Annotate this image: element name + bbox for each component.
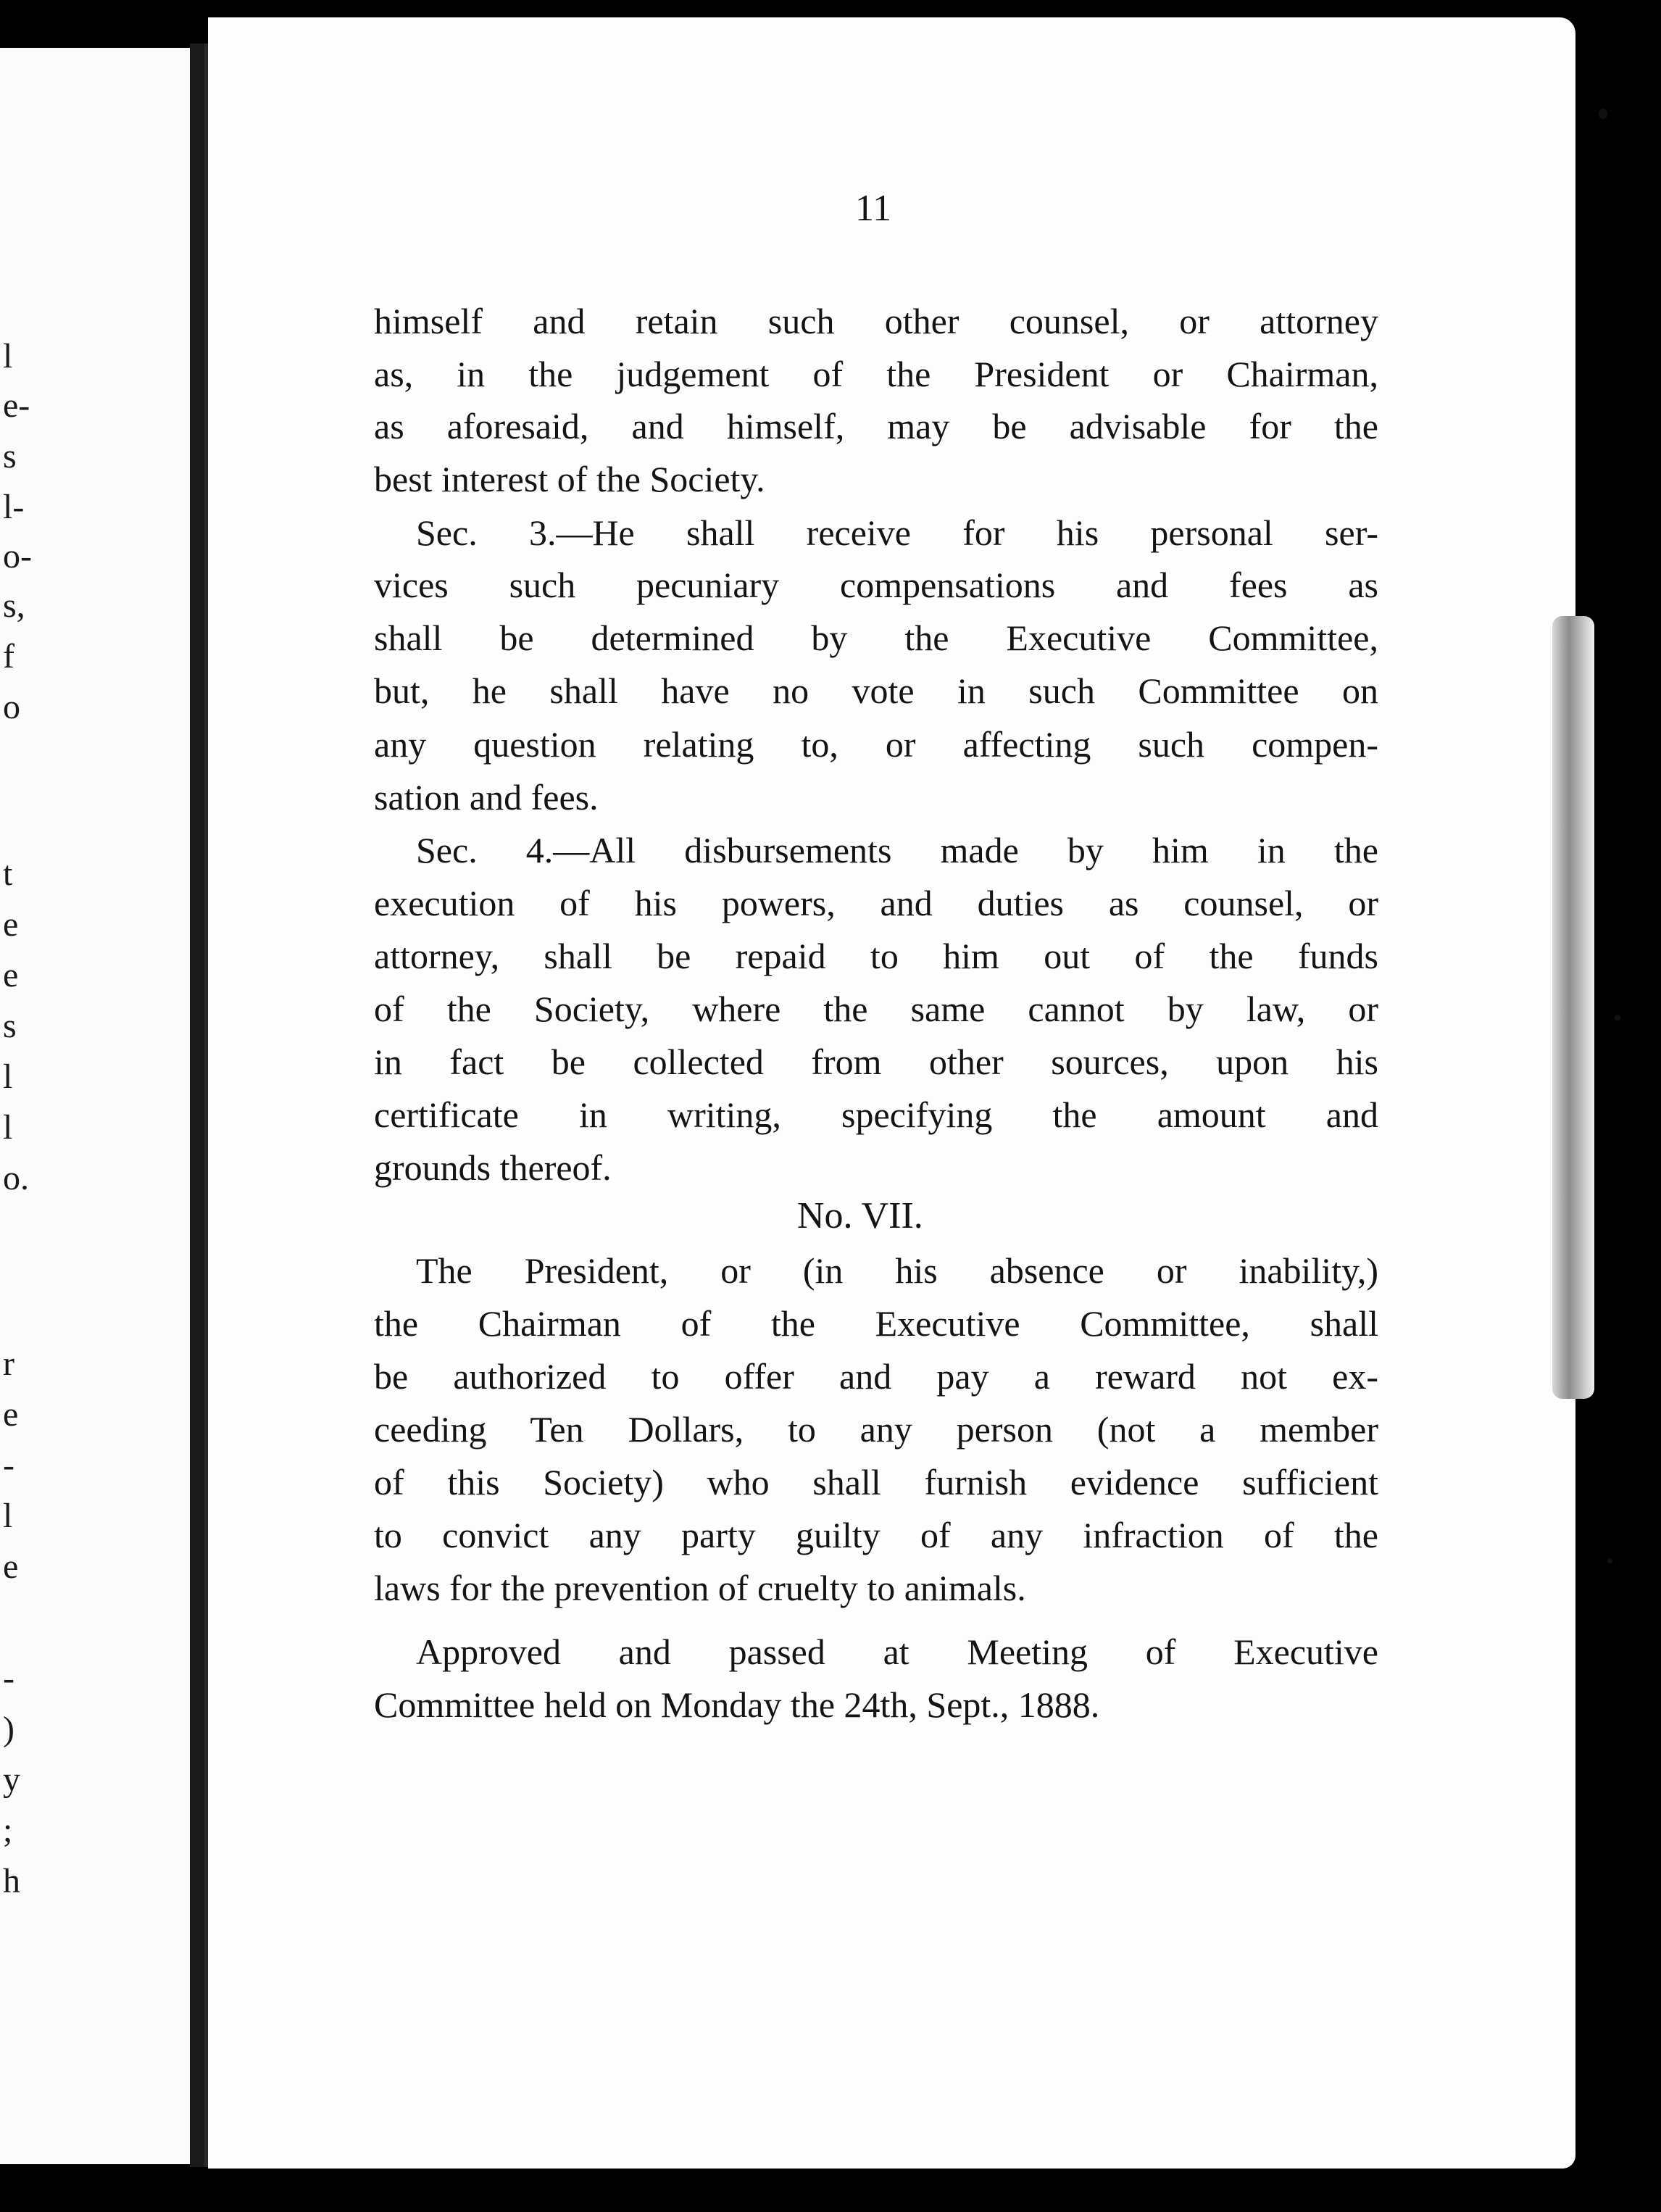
- margin-fragment: s: [3, 437, 17, 475]
- body-text-line: of this Society) who shall furnish evidence sufficient: [374, 1462, 1378, 1502]
- margin-fragment: y: [3, 1760, 20, 1799]
- approval-text-line: Approved and passed at Meeting of Executive: [416, 1631, 1378, 1672]
- page-number: 11: [855, 188, 892, 229]
- body-text-line: laws for the prevention of cruelty to animals.: [374, 1568, 1026, 1608]
- body-text-line: sation and fees.: [374, 777, 599, 818]
- body-text-line: but, he shall have no vote in such Committee on: [374, 670, 1378, 711]
- page-edge-shadow: [1552, 616, 1594, 1399]
- body-text-line: certificate in writing, specifying the amount and: [374, 1094, 1378, 1135]
- scan-speck: [1599, 109, 1607, 119]
- margin-fragment: e-: [3, 386, 30, 425]
- body-text-line: any question relating to, or affecting such compen-: [374, 724, 1378, 765]
- margin-fragment: t: [3, 855, 13, 893]
- margin-fragment: s: [3, 1007, 17, 1045]
- margin-fragment: l: [3, 1057, 13, 1096]
- margin-fragment: s,: [3, 586, 25, 625]
- body-text-line: in fact be collected from other sources, upon his: [374, 1041, 1378, 1082]
- margin-fragment: l: [3, 337, 13, 375]
- margin-fragment: f: [3, 637, 14, 675]
- body-text-line: the Chairman of the Executive Committee, shall: [374, 1303, 1378, 1344]
- body-text-line: grounds thereof.: [374, 1147, 612, 1188]
- body-text-line: attorney, shall be repaid to him out of the funds: [374, 936, 1378, 976]
- margin-fragment: l: [3, 1497, 13, 1535]
- section-3-text-line: Sec. 3.—He shall receive for his personal ser-: [416, 512, 1378, 553]
- margin-fragment: l: [3, 1108, 13, 1147]
- body-text-line: best interest of the Society.: [374, 459, 765, 499]
- section-4-text-line: Sec. 4.—All disbursements made by him in the: [416, 830, 1378, 870]
- scan-speck: [1615, 1015, 1620, 1021]
- margin-fragment: e: [3, 956, 19, 994]
- section-7-text-line: The President, or (in his absence or inability,): [416, 1250, 1378, 1291]
- body-text-line: of the Society, where the same cannot by law, or: [374, 989, 1378, 1029]
- section-heading: No. VII.: [797, 1195, 923, 1236]
- body-text-line: be authorized to offer and pay a reward not ex-: [374, 1356, 1378, 1397]
- body-text-line: ceeding Ten Dollars, to any person (not a member: [374, 1409, 1378, 1450]
- margin-fragment: ): [3, 1710, 14, 1748]
- margin-fragment: -: [3, 1659, 14, 1697]
- body-text-line: execution of his powers, and duties as counsel, or: [374, 883, 1378, 923]
- margin-fragment: h: [3, 1862, 20, 1900]
- body-text-line: to convict any party guilty of any infraction of the: [374, 1515, 1378, 1555]
- margin-fragment: o: [3, 688, 20, 726]
- scan-speck: [1607, 1558, 1612, 1563]
- book-gutter: [190, 43, 204, 2167]
- margin-fragment: e: [3, 1395, 19, 1434]
- margin-fragment: o.: [3, 1159, 29, 1197]
- margin-fragment: ;: [3, 1811, 13, 1850]
- body-text-line: himself and retain such other counsel, or attorney: [374, 301, 1378, 341]
- body-text-line: vices such pecuniary compensations and fees as: [374, 565, 1378, 605]
- margin-fragment: l-: [3, 488, 25, 526]
- margin-fragment: e: [3, 1547, 19, 1586]
- margin-fragment: -: [3, 1446, 14, 1484]
- body-text-line: shall be determined by the Executive Committee,: [374, 618, 1378, 658]
- margin-fragment: r: [3, 1344, 14, 1383]
- margin-fragment: e: [3, 905, 19, 944]
- margin-fragment: o-: [3, 537, 32, 575]
- body-text-line: as aforesaid, and himself, may be advisable for the: [374, 406, 1378, 446]
- left-page-edge: [0, 48, 190, 2164]
- approval-text-line: Committee held on Monday the 24th, Sept., 1888.: [374, 1684, 1100, 1725]
- body-text-line: as, in the judgement of the President or Chairman,: [374, 354, 1378, 394]
